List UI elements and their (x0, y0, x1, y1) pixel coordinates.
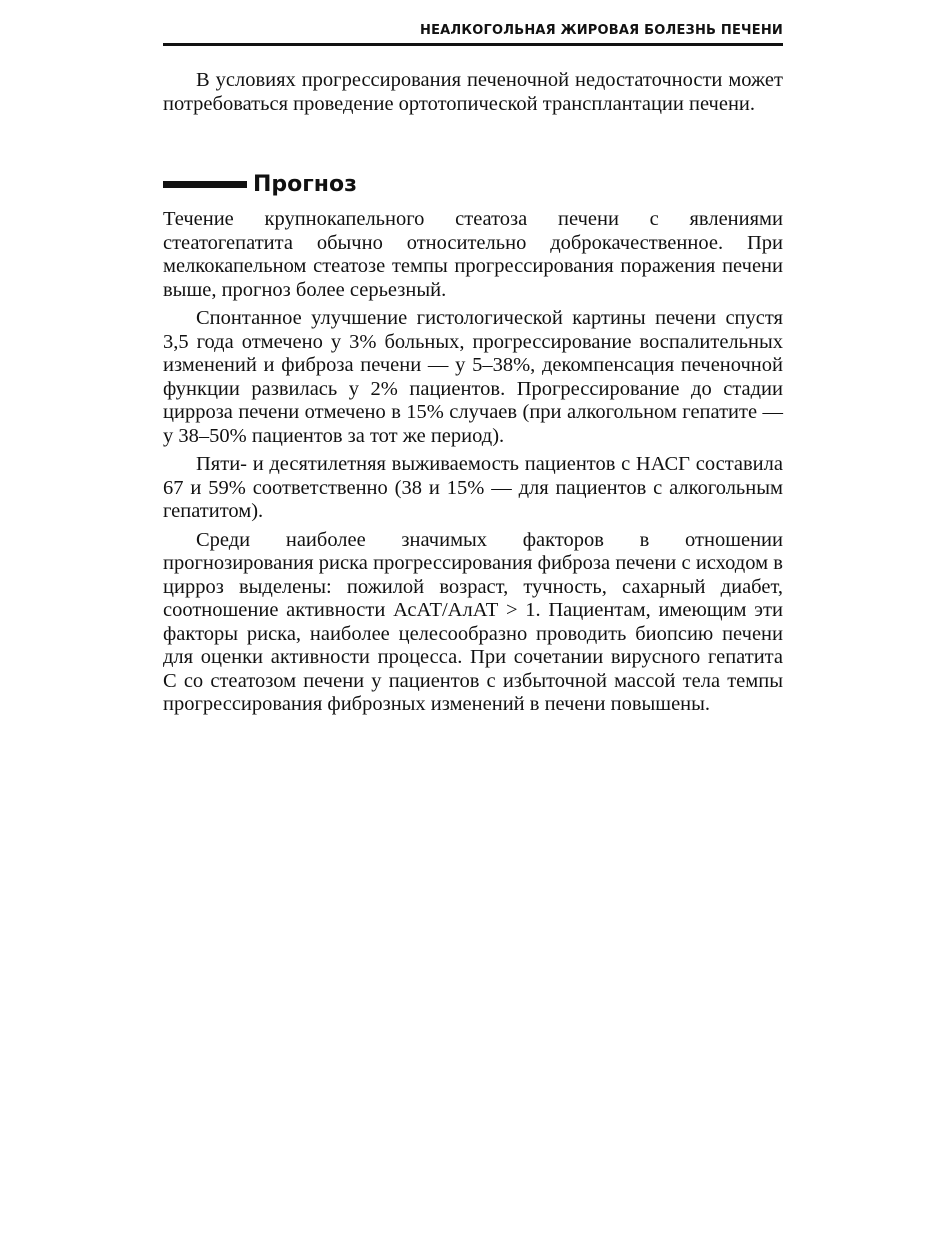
intro-block (163, 69, 783, 121)
intro-paragraph: В условиях прогрессирования печеночной недостаточности может потребоваться проведение ортотопической трансплантации печени. (163, 69, 783, 115)
paragraph: Пяти- и десятилетняя выживаемость пациентов с НАСГ составила 67 и 59% соответственно (38 и 15% — для пациентов с алкогольным гепатитом). (163, 453, 783, 522)
header-rule (163, 43, 783, 46)
running-head: НЕАЛКОГОЛЬНАЯ ЖИРОВАЯ БОЛЕЗНЬ ПЕЧЕНИ (420, 23, 783, 38)
section-body (163, 208, 783, 722)
paragraph: Спонтанное улучшение гистологической картины печени спустя 3,5 года отмечено у 3% больных, прогрессирование воспалительных изменений и фиброза печени — у 5–38%, декомпенсация печеночной функции развилась у 2% пациентов. Прогрессирование до стадии цирроза печени отмечено в 15% случаев (при алкогольном гепатите — у 38–50% пациентов за тот же период). (163, 307, 783, 447)
paragraph: Среди наиболее значимых факторов в отношении прогнозирования риска прогрессирования фиброза печени с исходом в цирроз выделены: пожилой возраст, тучность, сахарный диабет, соотношение активности АсАТ/АлАТ > 1. Пациентам, имеющим эти факторы риска, наиболее целесообразно проводить биопсию печени для оценки активности процесса. При сочетании вирусного гепатита С со стеатозом печени у пациентов с избыточной массой тела темпы прогрессирования фиброзных изменений в печени повышены. (163, 528, 783, 715)
section-heading (163, 172, 357, 197)
paragraph: Течение крупнокапельного стеатоза печени с явлениями стеатогепатита обычно относительно доброкачественное. При мелкокапельном стеатозе темпы прогрессирования поражения печени выше, прогноз более серьезный. (163, 208, 783, 301)
section-title: Прогноз (253, 172, 357, 197)
heading-bar (163, 181, 247, 188)
